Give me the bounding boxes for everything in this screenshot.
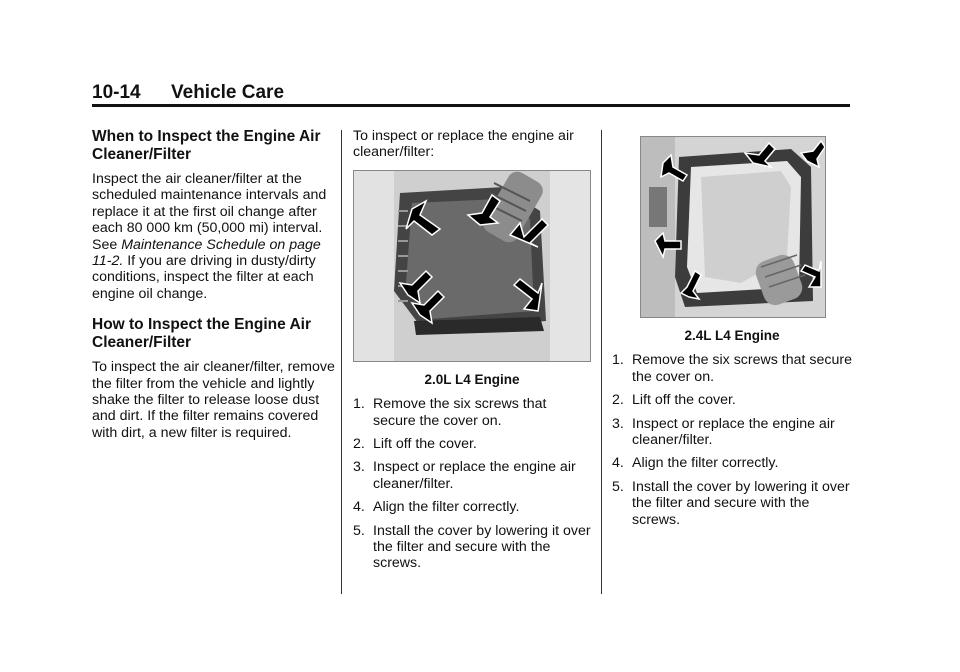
- list-item: [612, 479, 852, 528]
- list-item: [612, 455, 852, 471]
- maintenance-schedule-link[interactable]: Maintenance Schedule on page 11-2.: [92, 236, 321, 270]
- step-text: Align the filter correctly.: [373, 499, 520, 516]
- column-3: [612, 128, 852, 535]
- column-2: [353, 128, 591, 579]
- column-1: [92, 128, 336, 449]
- page-header: [92, 82, 850, 107]
- step-text: Lift off the cover.: [632, 392, 736, 409]
- step-number: 1.: [612, 352, 624, 369]
- intro-text: To inspect or replace the engine air cleaner/filter:: [353, 128, 574, 161]
- column-divider: [601, 130, 602, 594]
- step-number: 5.: [353, 522, 365, 539]
- step-text: Remove the six screws that secure the cover on.: [632, 352, 852, 385]
- step-text: Install the cover by lowering it over the filter and secure with the screws.: [373, 522, 591, 572]
- figure-caption: 2.0L L4 Engine: [424, 371, 520, 387]
- step-text: Inspect or replace the engine air cleaner/filter.: [373, 459, 576, 492]
- list-item: [353, 523, 591, 572]
- step-text: Install the cover by lowering it over the filter and secure with the screws.: [632, 478, 850, 528]
- list-item: [612, 416, 852, 449]
- paragraph-when-to-inspect: [92, 171, 336, 302]
- paragraph-text: If you are driving in dusty/dirty conditions, inspect the filter at each engine oil change.: [92, 253, 316, 302]
- list-item: [612, 392, 852, 408]
- figure-caption: 2.4L L4 Engine: [684, 328, 780, 343]
- step-text: Lift off the cover.: [373, 436, 477, 453]
- column-divider: [341, 130, 342, 594]
- step-number: 2.: [353, 436, 365, 453]
- engine-2-0l-illustration: [353, 170, 591, 362]
- step-number: 4.: [612, 455, 624, 472]
- step-number: 1.: [353, 396, 365, 413]
- list-item: [612, 352, 852, 385]
- step-text: Remove the six screws that secure the cover on.: [373, 396, 547, 429]
- step-text: Align the filter correctly.: [632, 455, 779, 472]
- list-item: [353, 459, 591, 492]
- engine-2-4l-illustration: [640, 136, 826, 318]
- list-item: [353, 396, 591, 429]
- list-item: [353, 499, 591, 515]
- page-number: 10-14: [92, 82, 141, 103]
- step-number: 5.: [612, 478, 624, 495]
- step-text: Inspect or replace the engine air cleaner/filter.: [632, 415, 835, 449]
- steps-list: [612, 352, 852, 528]
- step-number: 3.: [353, 459, 365, 476]
- paragraph-how-to-inspect: To inspect the air cleaner/filter, remove the filter from the vehicle and lightly shake the filter to release loose dust and dirt. If the filter remains covered with dirt, a new filter is required.: [92, 359, 335, 441]
- paragraph-text: Inspect the air cleaner/filter at the scheduled maintenance intervals and replace it at the first oil change after each 80 000 km (50,000 mi) interval. See: [92, 171, 327, 253]
- section-title: Vehicle Care: [171, 82, 285, 103]
- step-number: 3.: [612, 415, 624, 432]
- list-item: [353, 436, 591, 452]
- heading-how-to-inspect: How to Inspect the Engine Air Cleaner/Filter: [92, 316, 312, 351]
- steps-list: [353, 396, 591, 572]
- step-number: 4.: [353, 499, 365, 516]
- step-number: 2.: [612, 392, 624, 409]
- heading-when-to-inspect: When to Inspect the Engine Air Cleaner/Filter: [92, 128, 321, 163]
